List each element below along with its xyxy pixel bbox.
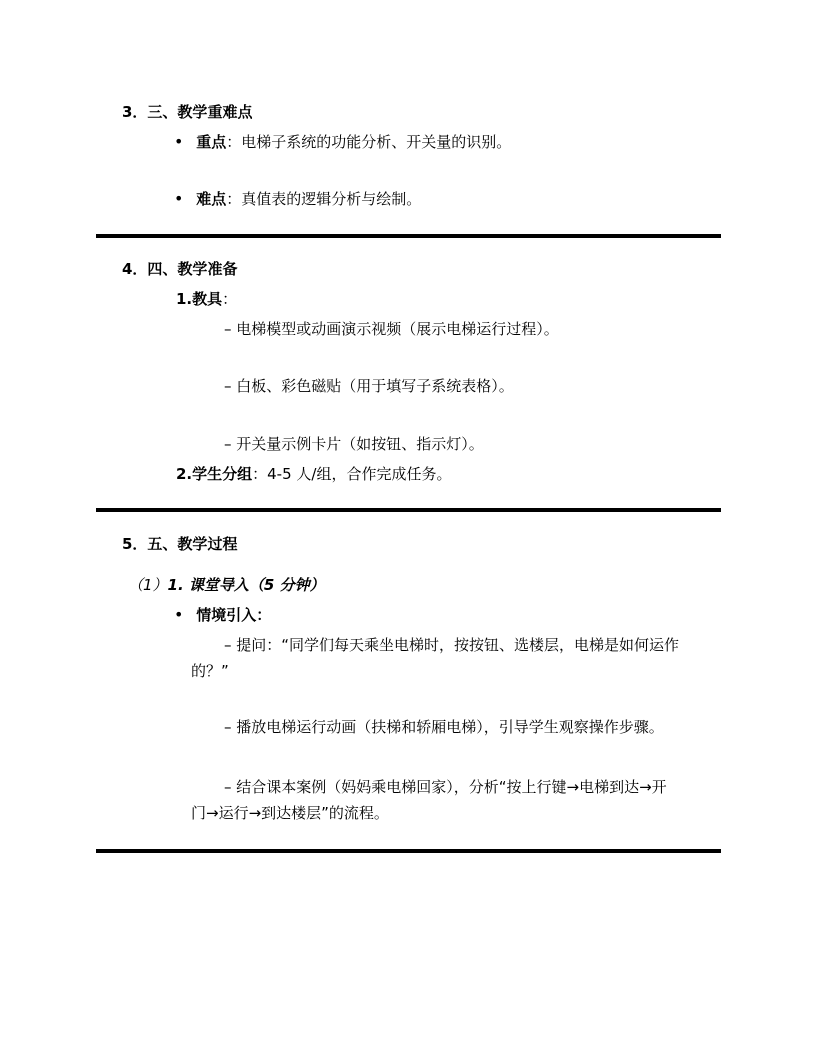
- bullet-separator: ：: [226, 133, 242, 151]
- list-item: [174, 131, 511, 152]
- divider: [96, 508, 721, 512]
- paragraph-line: 门→运行→到达楼层”的流程。: [191, 804, 389, 822]
- list-item: [174, 188, 421, 209]
- list-item: – 白板、彩色磁贴（用于填写子系统表格）。: [224, 377, 514, 395]
- subsection-title: [128, 574, 325, 595]
- tools-item: [176, 288, 237, 309]
- list-item: – 电梯模型或动画演示视频（展示电梯运行过程）。: [224, 320, 559, 338]
- paragraph-line: – 播放电梯运行动画（扶梯和轿厢电梯），引导学生观察操作步骤。: [224, 718, 664, 736]
- paragraph-line: – 结合课本案例（妈妈乘电梯回家），分析“按上行键→电梯到达→开: [224, 778, 667, 796]
- section-5-heading: 5．五、教学过程: [122, 535, 238, 553]
- bullet-label: 重点: [196, 133, 227, 151]
- divider: [96, 849, 721, 853]
- bullet-text: 真值表的逻辑分析与绘制。: [241, 190, 422, 208]
- subsection-heading: 1. 课堂导入（5 分钟）: [167, 576, 325, 594]
- bullet-icon: •: [174, 189, 184, 208]
- divider: [96, 234, 721, 238]
- tools-label: 1.教具: [176, 290, 223, 308]
- bullet-icon: •: [174, 132, 184, 151]
- paragraph-line: 的？”: [191, 662, 229, 680]
- subsection-prefix: （1）: [128, 576, 168, 594]
- tools-separator: ：: [222, 290, 238, 308]
- bullet-icon: •: [174, 605, 184, 624]
- list-item: – 开关量示例卡片（如按钮、指示灯）。: [224, 435, 484, 453]
- section-4-heading: 4．四、教学准备: [122, 260, 238, 278]
- bullet-label: 难点: [196, 190, 227, 208]
- bullet-label: 情境引入：: [196, 606, 272, 624]
- grouping-text: ：4-5 人/组，合作完成任务。: [252, 465, 452, 483]
- grouping-label: 2.学生分组: [176, 465, 253, 483]
- grouping-item: [176, 463, 451, 484]
- bullet-separator: ：: [226, 190, 242, 208]
- bullet-text: 电梯子系统的功能分析、开关量的识别。: [241, 133, 512, 151]
- list-item: [174, 604, 271, 625]
- section-3-heading: 3．三、教学重难点: [122, 103, 253, 121]
- paragraph-line: – 提问：“同学们每天乘坐电梯时，按按钮、选楼层，电梯是如何运作: [224, 636, 680, 654]
